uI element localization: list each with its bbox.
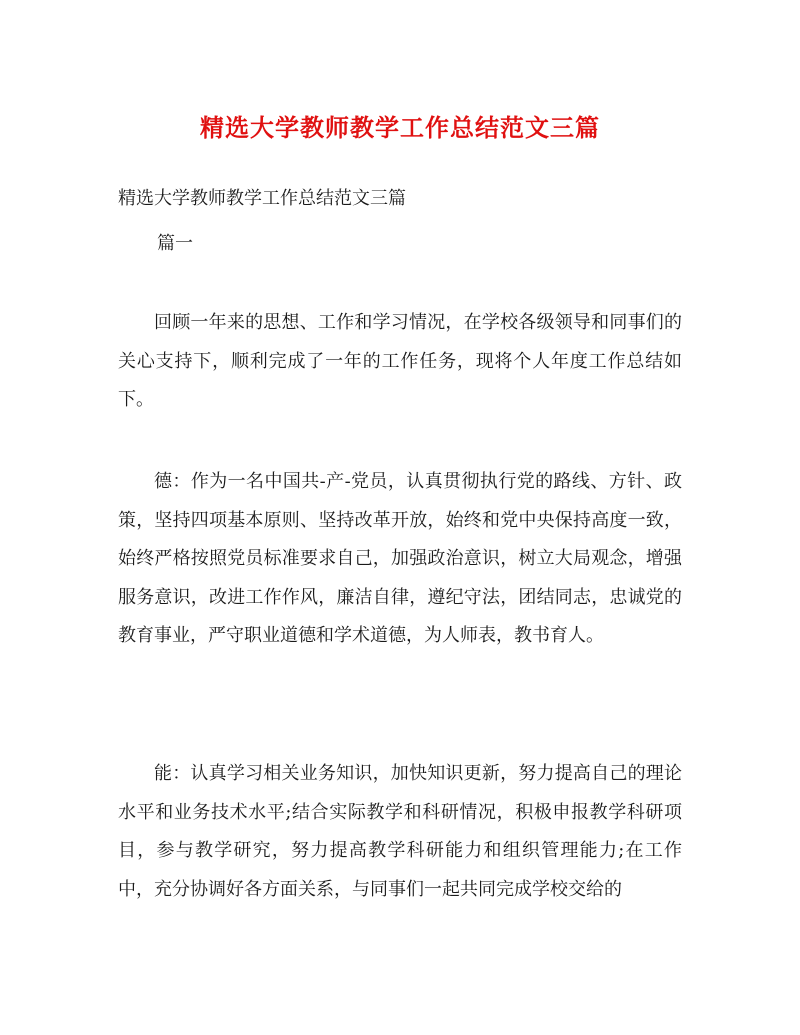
document-subtitle: 精选大学教师教学工作总结范文三篇	[118, 188, 406, 209]
document-title: 精选大学教师教学工作总结范文三篇	[200, 113, 600, 142]
paragraph-intro: 回顾一年来的思想、工作和学习情况，在学校各级领导和同事们的关心支持下，顺利完成了一年的工作任务，现将个人年度工作总结如下。	[118, 312, 682, 410]
paragraph-morality: 德：作为一名中国共-产-党员，认真贯彻执行党的路线、方针、政策，坚持四项基本原则、坚持改革开放，始终和党中央保持高度一致，始终严格按照党员标准要求自己，加强政治意识，树立大局观念，增强服务意识，改进工作作风，廉洁自律，遵纪守法，团结同志，忠诚党的教育事业，严守职业道德和学术道德，为人师表，教书育人。	[118, 471, 682, 646]
section-label: 篇一	[157, 233, 193, 254]
paragraph-ability: 能：认真学习相关业务知识，加快知识更新，努力提高自己的理论水平和业务技术水平;结合实际教学和科研情况，积极申报教学科研项目，参与教学研究，努力提高教学科研能力和组织管理能力;在工作中，充分协调好各方面关系，与同事们一起共同完成学校交给的	[118, 763, 682, 900]
